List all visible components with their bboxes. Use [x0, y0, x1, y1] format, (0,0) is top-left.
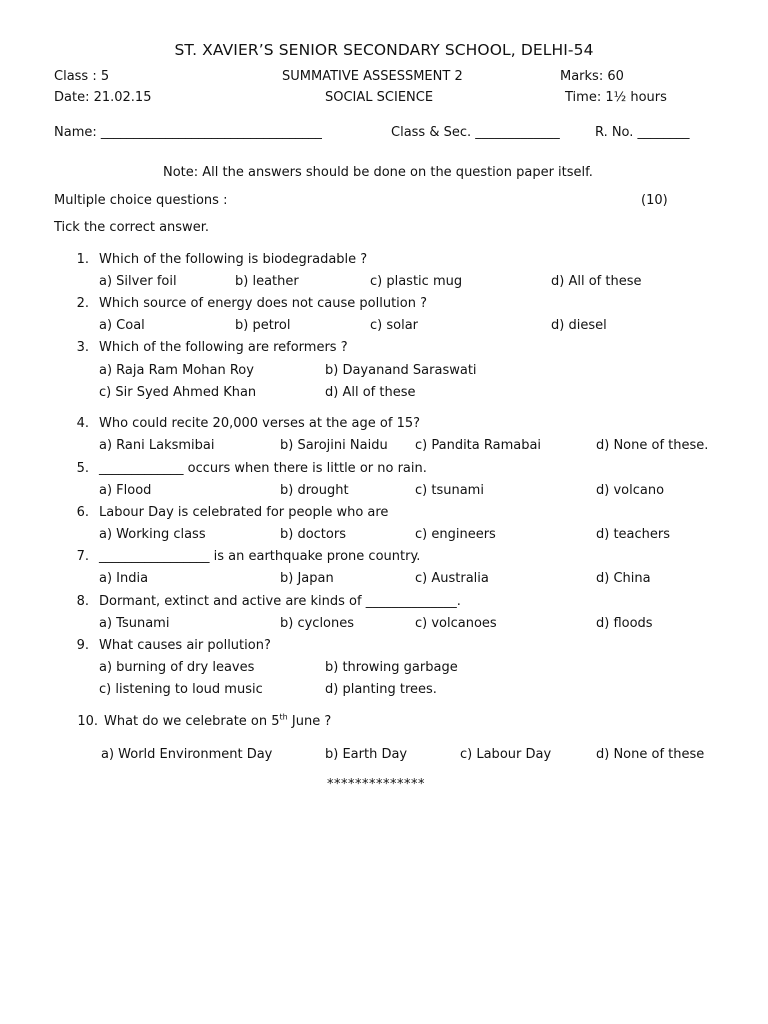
option-b[interactable]: b) throwing garbage	[325, 660, 458, 675]
time-label: Time: 1½ hours	[565, 90, 667, 105]
question-number: 4.	[76, 416, 89, 431]
question-text: What causes air pollution?	[99, 638, 271, 653]
question-text: What do we celebrate on 5th June ?	[104, 712, 332, 729]
option-a[interactable]: a) Tsunami	[99, 616, 170, 631]
option-c[interactable]: c) tsunami	[415, 483, 484, 498]
class-sec-field[interactable]: Class & Sec. _____________	[391, 125, 560, 140]
question-text: Which source of energy does not cause pollution ?	[99, 296, 428, 311]
question-number: 1.	[76, 252, 89, 267]
question-number: 2.	[76, 296, 89, 311]
name-field[interactable]: Name: __________________________________	[54, 125, 322, 140]
option-d[interactable]: d) All of these	[551, 274, 642, 289]
option-d[interactable]: d) China	[596, 571, 651, 586]
question-text: Who could recite 20,000 verses at the age of 15?	[99, 416, 421, 431]
assessment-label: SUMMATIVE ASSESSMENT 2	[282, 69, 463, 84]
option-a[interactable]: a) Rani Laksmibai	[99, 438, 215, 453]
option-b[interactable]: b) cyclones	[280, 616, 355, 631]
question-text: _____________ occurs when there is little or no rain.	[99, 461, 427, 476]
question-number: 8.	[76, 594, 89, 609]
option-a[interactable]: a) Coal	[99, 318, 145, 333]
question-text: _________________ is an earthquake prone country.	[99, 549, 421, 564]
option-c[interactable]: c) Australia	[415, 571, 489, 586]
question-text: Which of the following are reformers ?	[99, 340, 348, 355]
question-text: Dormant, extinct and active are kinds of ______________.	[99, 594, 461, 609]
option-a[interactable]: a) Flood	[99, 483, 152, 498]
option-d[interactable]: d) diesel	[551, 318, 607, 333]
option-a[interactable]: a) Silver foil	[99, 274, 177, 289]
section-marks: (10)	[641, 193, 668, 208]
school-title: ST. XAVIER’S SENIOR SECONDARY SCHOOL, DELHI-54	[174, 41, 594, 59]
option-d[interactable]: d) volcano	[596, 483, 665, 498]
option-c[interactable]: c) engineers	[415, 527, 496, 542]
option-a[interactable]: a) Raja Ram Mohan Roy	[99, 363, 254, 378]
option-a[interactable]: a) burning of dry leaves	[99, 660, 255, 675]
question-number: 6.	[76, 505, 89, 520]
marks-label: Marks: 60	[560, 69, 624, 84]
question-text: Which of the following is biodegradable ?	[99, 252, 368, 267]
question-text: Labour Day is celebrated for people who are	[99, 505, 389, 520]
option-d[interactable]: d) planting trees.	[325, 682, 437, 697]
option-a[interactable]: a) World Environment Day	[101, 747, 273, 762]
instruction-text: Tick the correct answer.	[54, 220, 209, 235]
roll-number-field[interactable]: R. No. ________	[595, 125, 690, 140]
option-d[interactable]: d) None of these	[596, 747, 705, 762]
option-b[interactable]: b) leather	[235, 274, 299, 289]
option-c[interactable]: c) Labour Day	[460, 747, 552, 762]
end-marker: **************	[327, 777, 425, 792]
option-b[interactable]: b) Sarojini Naidu	[280, 438, 388, 453]
option-c[interactable]: c) plastic mug	[370, 274, 463, 289]
question-number: 5.	[76, 461, 89, 476]
option-d[interactable]: d) All of these	[325, 385, 416, 400]
option-c[interactable]: c) listening to loud music	[99, 682, 263, 697]
section-title: Multiple choice questions :	[54, 193, 228, 208]
option-c[interactable]: c) solar	[370, 318, 419, 333]
option-a[interactable]: a) India	[99, 571, 149, 586]
option-b[interactable]: b) petrol	[235, 318, 291, 333]
option-c[interactable]: c) volcanoes	[415, 616, 497, 631]
option-d[interactable]: d) teachers	[596, 527, 671, 542]
option-d[interactable]: d) floods	[596, 616, 653, 631]
class-label: Class : 5	[54, 69, 110, 84]
option-b[interactable]: b) Dayanand Saraswati	[325, 363, 477, 378]
date-label: Date: 21.02.15	[54, 90, 152, 105]
question-number: 7.	[76, 549, 89, 564]
note-text: Note: All the answers should be done on the question paper itself.	[163, 165, 593, 180]
option-d[interactable]: d) None of these.	[596, 438, 709, 453]
question-number: 9.	[76, 638, 89, 653]
option-b[interactable]: b) Earth Day	[325, 747, 408, 762]
option-b[interactable]: b) Japan	[280, 571, 334, 586]
question-number: 3.	[76, 340, 89, 355]
option-a[interactable]: a) Working class	[99, 527, 206, 542]
question-number: 10.	[77, 714, 98, 729]
option-c[interactable]: c) Pandita Ramabai	[415, 438, 542, 453]
subject-label: SOCIAL SCIENCE	[325, 90, 434, 105]
option-c[interactable]: c) Sir Syed Ahmed Khan	[99, 385, 257, 400]
option-b[interactable]: b) drought	[280, 483, 349, 498]
option-b[interactable]: b) doctors	[280, 527, 346, 542]
